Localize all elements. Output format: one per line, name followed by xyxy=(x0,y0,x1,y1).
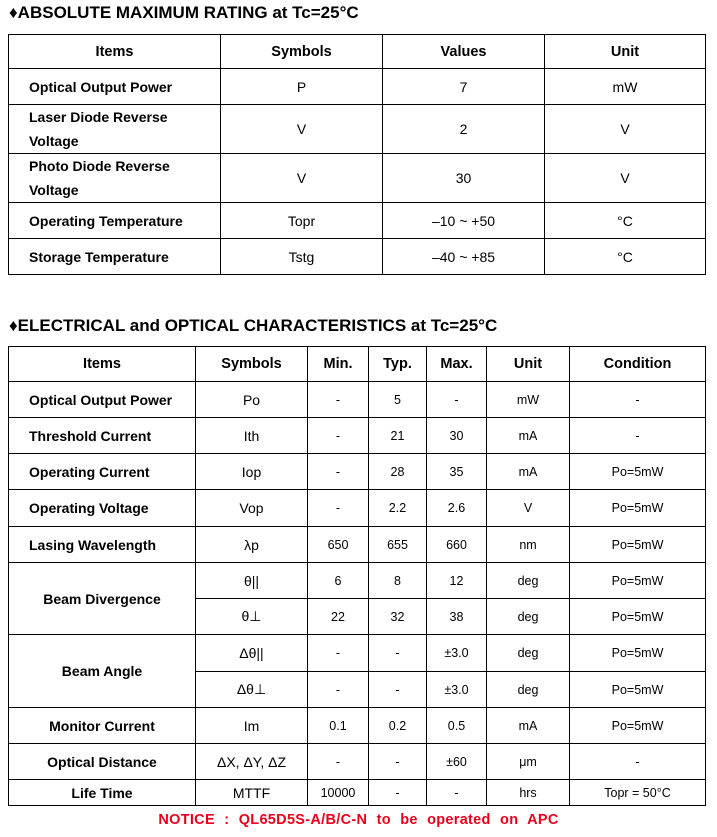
item-cell: Operating Current xyxy=(9,454,196,490)
value-cell: –40 ~ +85 xyxy=(383,239,545,275)
unit-cell: mA xyxy=(487,454,570,490)
item-cell: Optical Output Power xyxy=(9,69,221,105)
item-cell: Optical Output Power xyxy=(9,382,196,418)
max-cell: 0.5 xyxy=(427,708,487,744)
header-items: Items xyxy=(9,347,196,382)
header-items: Items xyxy=(9,35,221,69)
electrical-title: ♦ELECTRICAL and OPTICAL CHARACTERISTICS at Tc=25°C xyxy=(9,316,498,335)
unit-cell: deg xyxy=(487,563,570,599)
typ-cell: 21 xyxy=(369,418,427,454)
typ-cell: 655 xyxy=(369,527,427,563)
item-cell: Lasing Wavelength xyxy=(9,527,196,563)
condition-cell: Po=5mW xyxy=(570,454,706,490)
symbol-cell: ΔX, ΔY, ΔZ xyxy=(196,744,308,780)
typ-cell: - xyxy=(369,672,427,708)
min-cell: 10000 xyxy=(308,780,369,806)
min-cell: - xyxy=(308,382,369,418)
item-cell: Threshold Current xyxy=(9,418,196,454)
table-row xyxy=(9,744,706,780)
item-cell: Monitor Current xyxy=(9,708,196,744)
value-cell: 30 xyxy=(383,154,545,203)
header-symbols: Symbols xyxy=(221,35,383,69)
header-values: Values xyxy=(383,35,545,69)
unit-cell: °C xyxy=(545,203,706,239)
condition-cell: - xyxy=(570,744,706,780)
max-cell: 35 xyxy=(427,454,487,490)
max-cell: 660 xyxy=(427,527,487,563)
min-cell: - xyxy=(308,744,369,780)
max-cell: 38 xyxy=(427,599,487,635)
unit-cell: °C xyxy=(545,239,706,275)
header-unit: Unit xyxy=(487,347,570,382)
table-row xyxy=(9,454,706,490)
min-cell: 0.1 xyxy=(308,708,369,744)
max-cell: 2.6 xyxy=(427,490,487,527)
min-cell: 650 xyxy=(308,527,369,563)
table-row xyxy=(9,105,706,154)
table-row xyxy=(9,154,706,203)
unit-cell: deg xyxy=(487,635,570,672)
max-cell: ±3.0 xyxy=(427,635,487,672)
symbol-cell: Iop xyxy=(196,454,308,490)
item-cell: Life Time xyxy=(9,780,196,806)
unit-cell: deg xyxy=(487,599,570,635)
symbol-cell: θ⊥ xyxy=(196,599,308,635)
symbol-cell: P xyxy=(221,69,383,105)
abs-header-row xyxy=(9,35,706,69)
symbol-cell: Im xyxy=(196,708,308,744)
typ-cell: 2.2 xyxy=(369,490,427,527)
table-row xyxy=(9,69,706,105)
value-cell: 2 xyxy=(383,105,545,154)
symbol-cell: V xyxy=(221,154,383,203)
condition-cell: - xyxy=(570,382,706,418)
unit-cell: μm xyxy=(487,744,570,780)
min-cell: - xyxy=(308,672,369,708)
condition-cell: Po=5mW xyxy=(570,527,706,563)
typ-cell: 28 xyxy=(369,454,427,490)
table-row xyxy=(9,527,706,563)
min-cell: - xyxy=(308,418,369,454)
table-row xyxy=(9,382,706,418)
symbol-cell: Vop xyxy=(196,490,308,527)
header-unit: Unit xyxy=(545,35,706,69)
min-cell: - xyxy=(308,454,369,490)
item-cell: Laser Diode Reverse Voltage xyxy=(9,105,221,154)
notice-text: NOTICE : QL65D5S-A/B/C-N to be operated on APC xyxy=(158,812,559,828)
item-cell: Operating Temperature xyxy=(9,203,221,239)
header-symbols: Symbols xyxy=(196,347,308,382)
table-row xyxy=(9,203,706,239)
max-cell: ±60 xyxy=(427,744,487,780)
condition-cell: Po=5mW xyxy=(570,490,706,527)
symbol-cell: Po xyxy=(196,382,308,418)
condition-cell: Topr = 50°C xyxy=(570,780,706,806)
abs-max-title: ♦ABSOLUTE MAXIMUM RATING at Tc=25°C xyxy=(9,3,359,22)
item-cell: Operating Voltage xyxy=(9,490,196,527)
unit-cell: mA xyxy=(487,708,570,744)
typ-cell: - xyxy=(369,780,427,806)
typ-cell: 0.2 xyxy=(369,708,427,744)
abs-max-table xyxy=(8,34,706,275)
symbol-cell: Topr xyxy=(221,203,383,239)
header-min: Min. xyxy=(308,347,369,382)
condition-cell: Po=5mW xyxy=(570,672,706,708)
typ-cell: 8 xyxy=(369,563,427,599)
unit-cell: hrs xyxy=(487,780,570,806)
table-row xyxy=(9,490,706,527)
item-cell: Photo Diode Reverse Voltage xyxy=(9,154,221,203)
elec-header-row xyxy=(9,347,706,382)
item-cell: Optical Distance xyxy=(9,744,196,780)
table-row xyxy=(9,635,706,672)
symbol-cell: MTTF xyxy=(196,780,308,806)
symbol-cell: Tstg xyxy=(221,239,383,275)
electrical-table xyxy=(8,346,706,806)
min-cell: 6 xyxy=(308,563,369,599)
item-cell: Beam Angle xyxy=(9,635,196,708)
typ-cell: - xyxy=(369,744,427,780)
item-cell: Storage Temperature xyxy=(9,239,221,275)
condition-cell: Po=5mW xyxy=(570,599,706,635)
symbol-cell: λp xyxy=(196,527,308,563)
value-cell: –10 ~ +50 xyxy=(383,203,545,239)
condition-cell: - xyxy=(570,418,706,454)
symbol-cell: θ|| xyxy=(196,563,308,599)
symbol-cell: Δθ⊥ xyxy=(196,672,308,708)
max-cell: - xyxy=(427,382,487,418)
table-row xyxy=(9,239,706,275)
min-cell: 22 xyxy=(308,599,369,635)
typ-cell: 5 xyxy=(369,382,427,418)
table-row xyxy=(9,780,706,806)
table-row xyxy=(9,563,706,599)
condition-cell: Po=5mW xyxy=(570,708,706,744)
max-cell: ±3.0 xyxy=(427,672,487,708)
condition-cell: Po=5mW xyxy=(570,563,706,599)
header-condition: Condition xyxy=(570,347,706,382)
typ-cell: 32 xyxy=(369,599,427,635)
typ-cell: - xyxy=(369,635,427,672)
unit-cell: mW xyxy=(487,382,570,418)
symbol-cell: Δθ|| xyxy=(196,635,308,672)
max-cell: - xyxy=(427,780,487,806)
symbol-cell: Ith xyxy=(196,418,308,454)
unit-cell: nm xyxy=(487,527,570,563)
unit-cell: mW xyxy=(545,69,706,105)
condition-cell: Po=5mW xyxy=(570,635,706,672)
min-cell: - xyxy=(308,490,369,527)
value-cell: 7 xyxy=(383,69,545,105)
table-row xyxy=(9,708,706,744)
item-cell: Beam Divergence xyxy=(9,563,196,635)
unit-cell: V xyxy=(487,490,570,527)
header-max: Max. xyxy=(427,347,487,382)
symbol-cell: V xyxy=(221,105,383,154)
header-typ: Typ. xyxy=(369,347,427,382)
table-row xyxy=(9,418,706,454)
unit-cell: deg xyxy=(487,672,570,708)
unit-cell: V xyxy=(545,105,706,154)
unit-cell: V xyxy=(545,154,706,203)
unit-cell: mA xyxy=(487,418,570,454)
max-cell: 30 xyxy=(427,418,487,454)
max-cell: 12 xyxy=(427,563,487,599)
min-cell: - xyxy=(308,635,369,672)
